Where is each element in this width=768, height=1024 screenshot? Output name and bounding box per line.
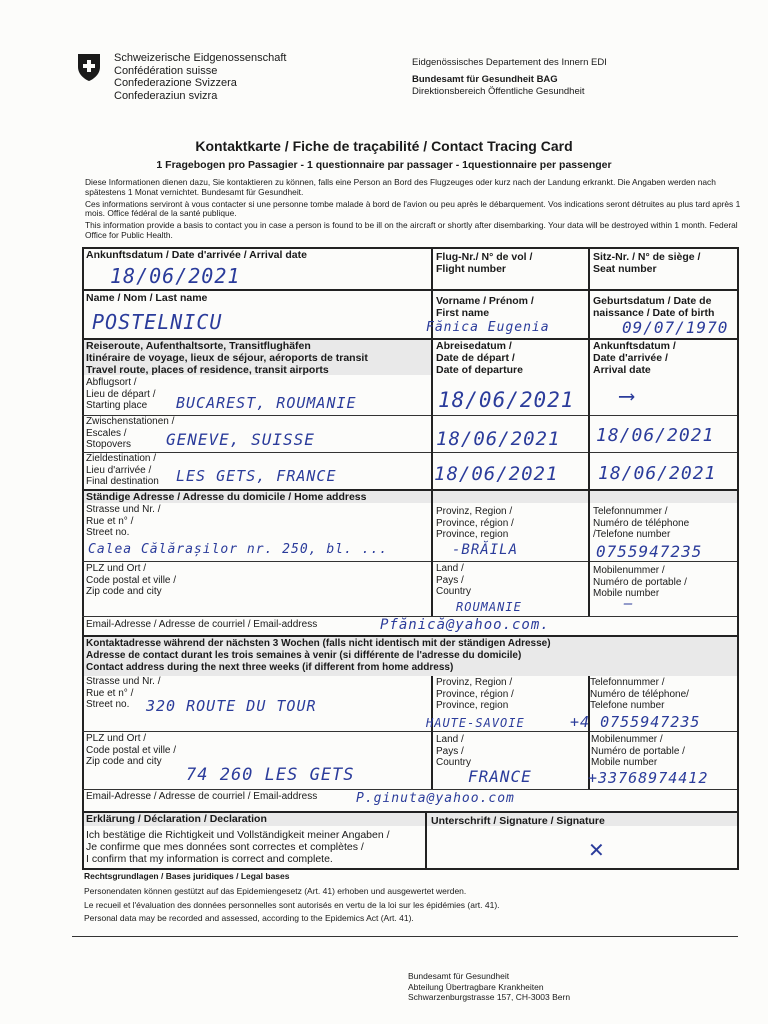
arrival-date-label: Ankunftsdatum / Date d'arrivée / Arrival date bbox=[86, 249, 307, 261]
signature-label: Unterschrift / Signature / Signature bbox=[431, 815, 605, 827]
legal-text-en: Personal data may be recorded and assessed, according to the Epidemics Act (Art. 41). bbox=[84, 912, 414, 923]
col-divider bbox=[431, 676, 433, 789]
final-destination-value[interactable]: LES GETS, FRANCE bbox=[176, 467, 337, 485]
stopover-arrival-date-value[interactable]: 18/06/2021 bbox=[596, 425, 715, 446]
home-phone-label-line: Numéro de téléphone bbox=[593, 517, 690, 529]
home-province-label bbox=[436, 506, 514, 541]
last-name-value[interactable]: POSTELNICU bbox=[92, 310, 223, 334]
route-arrival-date-label-line: Ankunftsdatum / bbox=[593, 340, 676, 352]
destination-departure-date-value[interactable]: 18/06/2021 bbox=[434, 463, 559, 485]
route-arrival-date-label-line: Date d'arrivée / bbox=[593, 352, 668, 364]
departure-date-label bbox=[436, 340, 523, 376]
declaration-line: I confirm that my information is correct and complete. bbox=[86, 853, 333, 865]
contact-country-label-line: Land / bbox=[436, 734, 464, 745]
contact-phone-label bbox=[590, 677, 689, 712]
first-name-label bbox=[436, 295, 534, 319]
col-divider bbox=[431, 247, 433, 616]
home-address-label: Ständige Adresse / Adresse du domicile / Home address bbox=[86, 491, 367, 503]
first-name-value[interactable]: Fănica Eugenia bbox=[426, 320, 550, 335]
home-mobile-label-line: Mobile number bbox=[593, 588, 660, 599]
home-province-label-line: Provinz, Region / bbox=[436, 506, 513, 517]
home-street-label-line: Street no. bbox=[86, 527, 130, 538]
contact-province-value[interactable]: HAUTE-SAVOIE bbox=[426, 716, 525, 730]
arrival-date-value[interactable]: 18/06/2021 bbox=[110, 264, 241, 288]
declaration-line: Ich bestätige die Richtigkeit und Vollständigkeit meiner Angaben / bbox=[86, 829, 390, 841]
contact-country-label-line: Country bbox=[436, 757, 472, 768]
departure-date-label-line: Abreisedatum / bbox=[436, 340, 512, 352]
home-street-label-line: Strasse und Nr. / bbox=[86, 504, 161, 515]
contact-address-label-line: Kontaktadresse während der nächsten 3 Wochen (falls nicht identisch mit der ständigen Adresse) bbox=[86, 638, 551, 649]
org-line: Confederazione Svizzera bbox=[114, 77, 237, 89]
home-phone-label-line: Telefonnummer / bbox=[593, 506, 668, 517]
home-zip-label-line: Zip code and city bbox=[86, 586, 162, 597]
contact-zip-label-line: Zip code and city bbox=[86, 756, 162, 767]
confederation-name bbox=[114, 52, 286, 102]
footer-line: Bundesamt für Gesundheit bbox=[408, 971, 510, 981]
destination-arrival-date-value[interactable]: 18/06/2021 bbox=[598, 463, 717, 484]
home-country-value[interactable]: ROUMANIE bbox=[456, 600, 522, 614]
legal-text-de: Personendaten können gestützt auf das Epidemiengesetz (Art. 41) erhoben und ausgewertet werden. bbox=[84, 885, 467, 896]
stopover-departure-date-value[interactable]: 18/06/2021 bbox=[436, 428, 561, 450]
final-destination-label-line: Lieu d'arrivée / bbox=[86, 464, 152, 476]
row-divider bbox=[82, 415, 737, 416]
home-phone-label-line: /Telefone number bbox=[593, 529, 671, 540]
starting-place-label-line: Abflugsort / bbox=[86, 377, 137, 388]
seat-number-label-line: Sitz-Nr. / N° de siège / bbox=[593, 251, 701, 263]
final-destination-label-line: Zieldestination / bbox=[86, 453, 157, 464]
footer-divider bbox=[72, 936, 738, 937]
stopovers-label-line: Escales / bbox=[86, 427, 127, 439]
first-name-label-line: First name bbox=[436, 307, 490, 319]
route-arrival-date-label-line: Arrival date bbox=[593, 364, 651, 376]
starting-place-label-line: Starting place bbox=[86, 400, 148, 411]
office-name: Bundesamt für Gesundheit BAG bbox=[412, 74, 558, 85]
home-zip-label bbox=[86, 563, 176, 598]
contact-street-label-line: Strasse und Nr. / bbox=[86, 676, 161, 687]
document-subtitle: 1 Fragebogen pro Passagier - 1 questionnaire par passager - 1questionnaire per passenger bbox=[156, 159, 612, 171]
home-street-value[interactable]: Calea Călărașilor nr. 250, bl. ... bbox=[88, 542, 389, 557]
contact-street-label-line: Rue et n° / bbox=[86, 687, 134, 699]
home-province-label-line: Province, région / bbox=[436, 517, 514, 529]
home-country-label bbox=[436, 563, 471, 598]
contact-zip-label-line: PLZ und Ort / bbox=[86, 733, 147, 744]
stopovers-label-line: Stopovers bbox=[86, 439, 132, 450]
contact-address-label bbox=[86, 638, 551, 674]
birth-date-label-line: Geburtsdatum / Date de bbox=[593, 295, 712, 307]
contact-province-label-line: Province, région / bbox=[436, 688, 514, 700]
intro-de: Diese Informationen dienen dazu, Sie kontaktieren zu können, falls eine Person an Bord des Flugzeuges oder kurz nach der Landung erkrankt. Die Angaben werden nach spätestens 1 Monat vernichtet. Bundesamt für Gesundheit. bbox=[85, 177, 716, 197]
legal-title: Rechtsgrundlagen / Bases juridiques / Legal bases bbox=[84, 871, 290, 881]
flight-number-label bbox=[436, 251, 532, 275]
home-zip-label-line: Code postal et ville / bbox=[86, 574, 177, 586]
row-divider bbox=[82, 452, 737, 453]
home-email-label: Email-Adresse / Adresse de courriel / Email-address bbox=[86, 619, 318, 630]
departure-date-label-line: Date de départ / bbox=[436, 352, 515, 364]
contact-mobile-value[interactable]: +33768974412 bbox=[588, 769, 709, 787]
swiss-emblem-icon bbox=[76, 52, 102, 82]
division-name: Direktionsbereich Öffentliche Gesundheit bbox=[412, 86, 585, 97]
col-divider bbox=[425, 811, 427, 869]
final-destination-label-line: Final destination bbox=[86, 476, 159, 487]
birth-date-value[interactable]: 09/07/1970 bbox=[622, 318, 729, 337]
birth-date-label-line: naissance / Date of birth bbox=[593, 307, 715, 319]
home-country-label-line: Land / bbox=[436, 563, 464, 574]
travel-route-label-line: Reiseroute, Aufenthaltsorte, Transitflughäfen bbox=[86, 340, 311, 352]
contact-zip-value[interactable]: 74 260 LES GETS bbox=[186, 765, 355, 785]
footer-line: Abteilung Übertragbare Krankheiten bbox=[408, 981, 544, 992]
contact-email-value[interactable]: P.ginuta@yahoo.com bbox=[356, 791, 515, 806]
contact-mobile-label-line: Numéro de portable / bbox=[591, 745, 685, 757]
stopovers-label bbox=[86, 416, 174, 451]
home-province-label-line: Province, region bbox=[436, 529, 509, 540]
home-phone-label bbox=[593, 506, 689, 541]
contact-phone-label-line: Numéro de téléphone/ bbox=[590, 688, 689, 700]
contact-email-label: Email-Adresse / Adresse de courriel / Email-address bbox=[86, 791, 318, 802]
table-border-right bbox=[737, 247, 739, 869]
contact-street-label-line: Street no. bbox=[86, 699, 130, 710]
first-name-label-line: Vorname / Prénom / bbox=[436, 295, 534, 307]
row-divider bbox=[82, 789, 737, 790]
contact-address-label-line: Adresse de contact durant les trois semaines à venir (si différente de l'adresse du domicile) bbox=[86, 650, 522, 661]
route-arrival-date-label bbox=[593, 340, 676, 376]
department-name: Eidgenössisches Departement des Innern EDI bbox=[412, 57, 607, 68]
flight-number-label-line: Flight number bbox=[436, 263, 506, 275]
declaration-label: Erklärung / Déclaration / Declaration bbox=[86, 813, 267, 825]
contact-province-label-line: Province, region bbox=[436, 700, 509, 711]
footer-line: Schwarzenburgstrasse 157, CH-3003 Bern bbox=[408, 992, 571, 1002]
home-mobile-value[interactable]: — bbox=[624, 596, 634, 612]
row-divider bbox=[82, 561, 737, 562]
row-divider bbox=[82, 635, 739, 637]
seat-number-label bbox=[593, 251, 700, 275]
arrow-icon: ⟶ bbox=[620, 384, 635, 409]
home-email-value[interactable]: Pfănică@yahoo.com. bbox=[380, 617, 550, 633]
document-title: Kontaktkarte / Fiche de traçabilité / Contact Tracing Card bbox=[195, 138, 573, 154]
intro-text bbox=[85, 178, 753, 241]
seat-number-label-line: Seat number bbox=[593, 263, 657, 275]
org-line: Confédération suisse bbox=[114, 64, 218, 77]
contact-country-label bbox=[436, 734, 471, 769]
legal-text-fr: Le recueil et l'évaluation des données personnelles sont autorisés en vertu de la loi sur les épidémies (art. 41). bbox=[84, 900, 500, 910]
legal-bases bbox=[84, 872, 500, 923]
starting-departure-date-value[interactable]: 18/06/2021 bbox=[438, 388, 575, 412]
starting-place-label bbox=[86, 377, 156, 412]
signature-mark[interactable]: ✕ bbox=[588, 840, 605, 862]
home-country-label-line: Pays / bbox=[436, 574, 464, 586]
intro-fr: Ces informations serviront à vous contacter si une personne tombe malade à bord de l'avion ou peu après le débarquement. Vos indications seront détruites au plus tard après 1 mois. Office fédéral de la santé publique. bbox=[85, 198, 741, 219]
contact-zip-label bbox=[86, 733, 176, 768]
contact-country-value[interactable]: FRANCE bbox=[468, 767, 532, 786]
starting-place-value[interactable]: BUCAREST, ROUMANIE bbox=[176, 394, 357, 412]
contact-address-label-line: Contact address during the next three weeks (if different from home address) bbox=[86, 662, 454, 673]
home-country-label-line: Country bbox=[436, 586, 472, 597]
starting-place-label-line: Lieu de départ / bbox=[86, 388, 156, 400]
travel-route-label-line: Travel route, places of residence, transit airports bbox=[86, 364, 329, 376]
contact-phone-label-line: Telefonnummer / bbox=[590, 677, 665, 688]
home-mobile-label bbox=[593, 565, 687, 600]
table-border-bottom bbox=[82, 868, 739, 870]
contact-province-label-line: Provinz, Region / bbox=[436, 677, 513, 688]
col-divider bbox=[588, 247, 590, 616]
row-divider bbox=[82, 289, 739, 291]
contact-street-value[interactable]: 320 ROUTE DU TOUR bbox=[146, 697, 317, 715]
contact-province-label bbox=[436, 677, 514, 712]
departure-date-label-line: Date of departure bbox=[436, 364, 523, 376]
contact-mobile-label bbox=[591, 734, 685, 769]
travel-route-label-line: Itinéraire de voyage, lieux de séjour, aéroports de transit bbox=[86, 352, 368, 364]
flight-number-label-line: Flug-Nr./ N° de vol / bbox=[436, 251, 533, 263]
home-phone-value[interactable]: 0755947235 bbox=[596, 542, 703, 561]
contact-country-label-line: Pays / bbox=[436, 745, 464, 757]
contact-phone-value[interactable]: +4 0755947235 bbox=[570, 713, 701, 731]
org-line: Schweizerische Eidgenossenschaft bbox=[114, 52, 287, 64]
department-block bbox=[412, 57, 607, 98]
birth-date-label bbox=[593, 295, 714, 319]
contact-zip-label-line: Code postal et ville / bbox=[86, 744, 177, 756]
last-name-label: Name / Nom / Last name bbox=[86, 292, 208, 304]
contact-mobile-label-line: Mobile number bbox=[591, 757, 658, 768]
home-street-label bbox=[86, 504, 160, 539]
contact-mobile-label-line: Mobilenummer / bbox=[591, 734, 663, 745]
home-zip-label-line: PLZ und Ort / bbox=[86, 563, 147, 574]
home-mobile-label-line: Numéro de portable / bbox=[593, 576, 687, 588]
home-province-value[interactable]: -BRĂILA bbox=[452, 542, 519, 558]
contact-phone-label-line: Telefone number bbox=[590, 700, 665, 711]
org-line: Confederaziun svizra bbox=[114, 89, 218, 102]
declaration-line: Je confirme que mes données sont correctes et complètes / bbox=[86, 841, 364, 853]
stopovers-value[interactable]: GENEVE, SUISSE bbox=[166, 430, 315, 449]
footer-address bbox=[408, 971, 570, 1003]
home-mobile-label-line: Mobilenummer / bbox=[593, 565, 665, 576]
intro-en: This information provide a basis to contact you in case a person is found to be ill on the aircraft or shortly after disembarking. Your data will be destroyed within 1 month. Federal Office for Public Health. bbox=[85, 220, 738, 240]
stopovers-label-line: Zwischenstationen / bbox=[86, 416, 175, 427]
declaration-text bbox=[86, 829, 390, 865]
travel-route-label bbox=[86, 340, 368, 376]
final-destination-label bbox=[86, 453, 159, 488]
table-border-left bbox=[82, 247, 84, 869]
home-street-label-line: Rue et n° / bbox=[86, 515, 134, 527]
row-divider bbox=[82, 731, 737, 732]
